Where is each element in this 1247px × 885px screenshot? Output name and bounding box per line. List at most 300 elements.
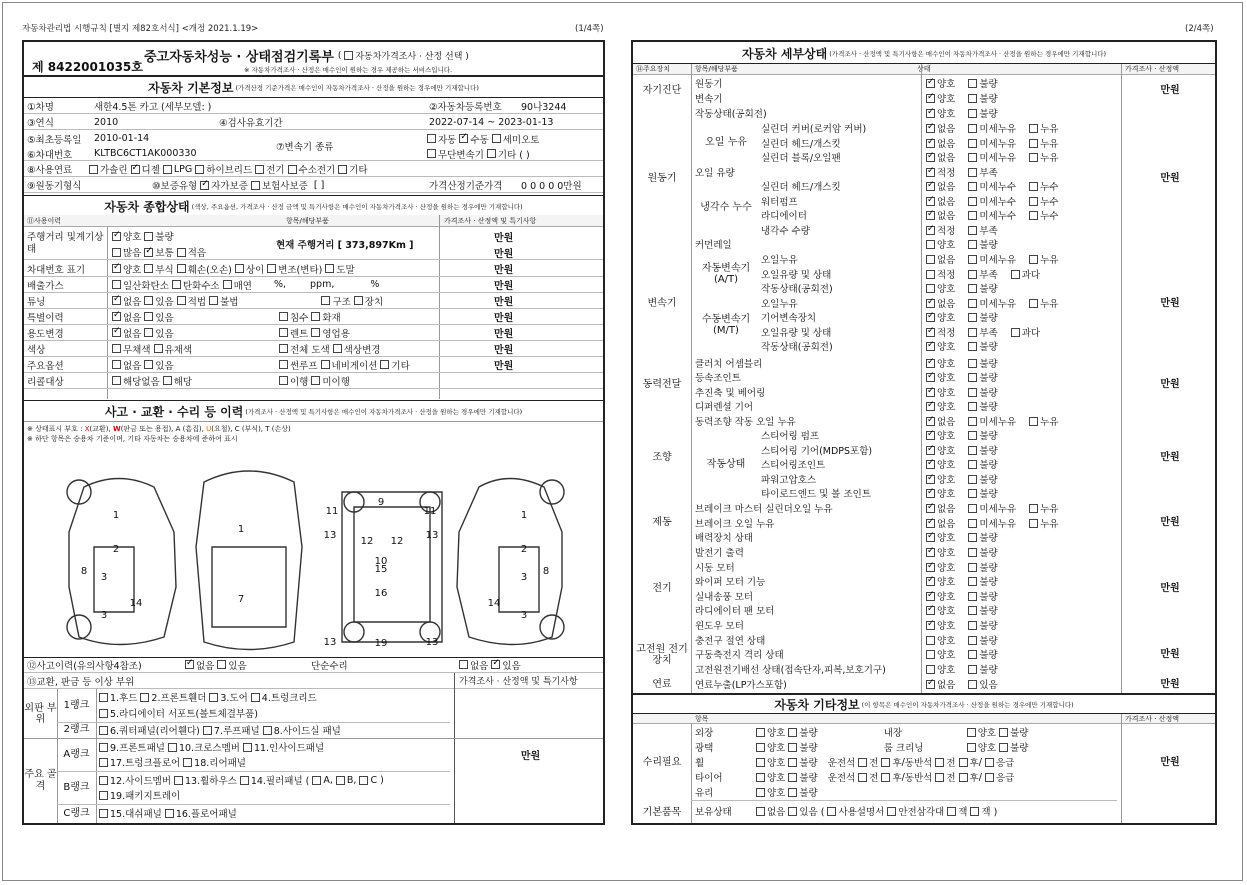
- status-option-checkbox[interactable]: [1029, 504, 1038, 513]
- status-option-label: 불량: [979, 240, 998, 251]
- status-option-checkbox[interactable]: [968, 168, 977, 177]
- status-option-checkbox[interactable]: [968, 665, 977, 674]
- fuel-hydrogen-checkbox[interactable]: [288, 165, 297, 174]
- overall-tuning-row: 튜닝 ✓ 없음 있음 적법 불법 구조 장치 만원: [24, 293, 603, 309]
- status-option-checkbox[interactable]: [926, 592, 935, 601]
- overall-special-row: 특별이력 ✓ 없음 있음 침수 화재 만원: [24, 309, 603, 325]
- status-option-checkbox[interactable]: [968, 342, 977, 351]
- status-option-checkbox[interactable]: [926, 606, 935, 615]
- part-trunk-lid-checkbox[interactable]: [251, 693, 260, 702]
- recall-no-checkbox[interactable]: [112, 376, 121, 385]
- wheel-good-checkbox[interactable]: [756, 758, 765, 767]
- status-option-checkbox[interactable]: [968, 109, 977, 118]
- price-electric: 만원: [1160, 583, 1180, 595]
- mileage-few-checkbox[interactable]: [177, 248, 186, 257]
- status-option-checkbox[interactable]: [926, 650, 935, 659]
- status-option-checkbox[interactable]: [968, 79, 977, 88]
- status-option-checkbox[interactable]: [926, 446, 935, 455]
- price-steering: 만원: [1160, 451, 1180, 463]
- use-rent-checkbox[interactable]: [279, 328, 288, 337]
- base-price: 0 0 0 0 0만원: [521, 181, 582, 192]
- status-option-checkbox[interactable]: [968, 299, 977, 308]
- status-option-label: 불량: [979, 563, 998, 574]
- status-option-checkbox[interactable]: [1029, 139, 1038, 148]
- status-option-label: 누수: [1040, 182, 1059, 193]
- recall-done-checkbox[interactable]: [279, 376, 288, 385]
- status-option-checkbox[interactable]: [968, 124, 977, 133]
- part-pillar-panel-checkbox[interactable]: [240, 776, 249, 785]
- status-option-checkbox[interactable]: [968, 417, 977, 426]
- vinmark-altered-checkbox[interactable]: [267, 264, 276, 273]
- other-row-glass: 유리 양호 불량: [695, 788, 818, 800]
- tuning-structure-checkbox[interactable]: [321, 296, 330, 305]
- wheel-driver-rear-checkbox[interactable]: [881, 758, 890, 767]
- diagram-label-2b: 2: [520, 544, 528, 555]
- status-option-checkbox[interactable]: [968, 680, 977, 689]
- status-option-checkbox[interactable]: [926, 270, 935, 279]
- status-option-label: 적정: [937, 226, 956, 237]
- fuel-diesel-checkbox[interactable]: [131, 165, 140, 174]
- model-year: 2010: [94, 116, 119, 128]
- status-option-checkbox[interactable]: [1029, 153, 1038, 162]
- status-option-checkbox[interactable]: [1029, 182, 1038, 191]
- part-wheel-house-checkbox[interactable]: [174, 776, 183, 785]
- vinmark-good-checkbox[interactable]: [112, 264, 121, 273]
- trans-semiauto-checkbox[interactable]: [492, 134, 501, 143]
- emission-co-checkbox[interactable]: [112, 280, 121, 289]
- tire-pass-rear-checkbox[interactable]: [959, 773, 968, 782]
- status-option-checkbox[interactable]: [968, 650, 977, 659]
- status-option-checkbox[interactable]: [926, 284, 935, 293]
- basic-row-2: ③연식 2010 ④검사유효기간 2022-07-14 ~ 2023-01-13: [24, 115, 603, 130]
- status-option-checkbox[interactable]: [968, 548, 977, 557]
- special-yes-checkbox[interactable]: [144, 312, 153, 321]
- status-option-checkbox[interactable]: [926, 94, 935, 103]
- vinmark-damage-checkbox[interactable]: [177, 264, 186, 273]
- hold-jack-checkbox[interactable]: [947, 807, 956, 816]
- status-option-label: 불량: [979, 650, 998, 661]
- status-option-checkbox[interactable]: [1011, 270, 1020, 279]
- special-flood-checkbox[interactable]: [279, 312, 288, 321]
- status-option-checkbox[interactable]: [1029, 299, 1038, 308]
- status-option-checkbox[interactable]: [926, 373, 935, 382]
- right-sheet: 자동차 세부상태 (가격조사 · 산정액 및 특기사항은 매수인이 자동차가격조사 · 산정을 원하는 경우에만 기재합니다) ⑭주요장치 항목/해당부품 상태 가격조사 · 산정액 원동기 ✓ 양호 불량 변속기 ✓ 양호 불량 작동상태(공회전) ✓ 양호 불량 실린더 커버(로커암 커버) ✓ 없음 미세누유 누유 실린더 헤드/개스킷 ✓ 없음 미세누유 누유 실린더 블록/오일팬 ✓ 없음 미세누유 누유 오일 유량 ✓ 적정 부족 실린더 헤드/개스킷 ✓ 없음 미세누수 누수 워터펌프 ✓ 없음 미세누수 누수 라디에이터 ✓ 없음 미세누수 누수 냉각수 수량 ✓ 적정 부족 커먼레일 양호 불량 오일누유 없음 미세누유 누유 오일유량 및 상태 적정 부족 과다 작동상태(공회전) 양호 불량 오일누유 ✓ 없음 미세누유 누유 기어변속장치 ✓ 양호 불량 오일유량 및 상태 ✓ 적정 부족 과다 작동상태(공회전) ✓ 양호 불량 클러치 어셈블리 ✓ 양호 불량 등속조인트 ✓ 양호 불량 추진축 및 베어링 ✓ 양호 불량 디퍼렌셜 기어 ✓ 양호 불량 동력조향 작동 오일 누유 ✓ 없음 미세누유 누유 스티어링 펌프 ✓ 양호 불량 스티어링 기어(MDPS포함) ✓ 양호 불량 스티어링조인트 ✓ 양호 불량 파워고압호스 ✓ 양호 불량 타이로드엔드 및 볼 조인트 ✓ 양호 불량 브레이크 마스터 실린더오일 누유 ✓ 없음 미세누유 누유 브레이크 오일 누유 ✓ 없음 미세누유 누유 배력장치 상태 ✓ 양호 불량 발전기 출력 ✓ 양호 불량 시동 모터 ✓ 양호 불량 와이퍼 모터 기능 ✓ 양호 불량 실내송풍 모터 ✓ 양호 불량 라디에이터 팬 모터 ✓ 양호 불량 윈도우 모터 ✓ 양호 불량 충전구 절연 상태 양호 불량 구동축전지 격리 상태 양호 불량 고전원전기배선 상태(접속단자,피복,보호기구) 양호 불량 연료누출(LP가스포함) ✓ 없음 있음 자기진단 원동기 변속기 동력전달 조향 제동 전기 고전원 전기장치 연료 오일 누유 냉각수 누수 자동변속기 (A/T) 수동변속기 (M/T) 작동상태 만원 만원 만원 만원 만원 만원 만원 만원 만원 자동차 기타정보 (이 항목은 매수인이 자동차가격조사 · 산정을 원하는 경우에만 기재합니다) 항목 가격조사 · 산정액 수리필요 기본품목 만원 외장 양호 불량 내장 양호 불량 광택 양호 불량 룸 크리닝 양호 불량 휠 양호 불량 운전석 전 후 / 동반석 전 후 / 응급 타이어 양호 불량 운전석 전 후 / 동반석 전 후 / 응급 유리 양호 불량 보유상태 없음 있음 ( 사용설명서 안전삼각대 잭 잭 ): [631, 40, 1217, 825]
- detail-item-status: [923, 310, 1008, 324]
- status-option-checkbox[interactable]: [968, 446, 977, 455]
- price-self-diag: 만원: [1160, 85, 1180, 97]
- status-option-checkbox[interactable]: [968, 240, 977, 249]
- tire-pass-front-checkbox[interactable]: [935, 773, 944, 782]
- part-inside-panel-checkbox[interactable]: [243, 743, 252, 752]
- status-option-checkbox[interactable]: [968, 270, 977, 279]
- exterior-bad-checkbox[interactable]: [788, 728, 797, 737]
- status-option-label: 불량: [979, 284, 998, 295]
- status-option-checkbox[interactable]: [926, 577, 935, 586]
- status-option-checkbox[interactable]: [926, 139, 935, 148]
- status-option-checkbox[interactable]: [1029, 124, 1038, 133]
- status-option-checkbox[interactable]: [1029, 519, 1038, 528]
- part-trunk-floor-checkbox[interactable]: [99, 758, 108, 767]
- status-option-checkbox[interactable]: [968, 359, 977, 368]
- status-option-checkbox[interactable]: [968, 139, 977, 148]
- detail-item-status: [923, 136, 1068, 150]
- detail-item-label: 오일누유: [761, 255, 798, 266]
- detail-item-status: [923, 677, 1008, 691]
- fuel-gasoline-checkbox[interactable]: [89, 165, 98, 174]
- status-option-label: 불량: [979, 577, 998, 588]
- tuning-yes-checkbox[interactable]: [144, 296, 153, 305]
- status-option-label: 누유: [1040, 504, 1059, 515]
- status-option-label: 누수: [1040, 211, 1059, 222]
- status-option-label: 양호: [937, 489, 956, 500]
- options-yes-checkbox[interactable]: [144, 360, 153, 369]
- simple-repair-yes-checkbox[interactable]: [491, 660, 500, 669]
- other-row-tire: 타이어 양호 불량 운전석 전 후 / 동반석 전 후 / 응급: [695, 771, 1015, 785]
- status-option-checkbox[interactable]: [926, 299, 935, 308]
- interior-good-checkbox[interactable]: [967, 728, 976, 737]
- legend-line-2: ※ 하단 항목은 승용차 기준이며, 기타 자동차는 승용차에 준하여 표시: [27, 435, 238, 443]
- status-option-checkbox[interactable]: [968, 533, 977, 542]
- recall-notdone-checkbox[interactable]: [311, 376, 320, 385]
- color-chromatic-checkbox[interactable]: [154, 344, 163, 353]
- status-option-checkbox[interactable]: [968, 94, 977, 103]
- part-package-tray-checkbox[interactable]: [99, 791, 108, 800]
- form-note: ※ 자동차가격조사 · 산정은 매수인이 원하는 경우 제공하는 서비스입니다.: [244, 66, 453, 74]
- tuning-none-checkbox[interactable]: [112, 296, 121, 305]
- status-option-label: 없음: [937, 519, 956, 530]
- status-option-label: 없음: [937, 417, 956, 428]
- detail-item-status: [923, 179, 1068, 193]
- trans-manual-checkbox[interactable]: [459, 134, 468, 143]
- status-option-checkbox[interactable]: [926, 255, 935, 264]
- overall-header: ⑪사용이력 항목/해당부품 가격조사 · 산정액 및 특기사항: [24, 215, 603, 227]
- diagram-label-3b: 3: [100, 610, 108, 621]
- status-option-checkbox[interactable]: [968, 460, 977, 469]
- recall-yes-checkbox[interactable]: [163, 376, 172, 385]
- tire-good-checkbox[interactable]: [756, 773, 765, 782]
- accident-yes-checkbox[interactable]: [217, 660, 226, 669]
- special-none-checkbox[interactable]: [112, 312, 121, 321]
- detail-item-status: [923, 76, 1008, 90]
- status-option-checkbox[interactable]: [926, 533, 935, 542]
- room-bad-checkbox[interactable]: [999, 743, 1008, 752]
- status-option-checkbox[interactable]: [968, 313, 977, 322]
- part-door-checkbox[interactable]: [209, 693, 218, 702]
- status-option-label: 없음: [937, 139, 956, 150]
- status-option-checkbox[interactable]: [926, 402, 935, 411]
- accident-history-row: ⑫사고이력(유의사항4참조) ✓ 없음 있음 단순수리 없음 ✓ 있음: [24, 657, 603, 673]
- status-option-checkbox[interactable]: [926, 636, 935, 645]
- options-sunroof-checkbox[interactable]: [279, 360, 288, 369]
- status-option-checkbox[interactable]: [926, 431, 935, 440]
- status-option-checkbox[interactable]: [926, 417, 935, 426]
- status-option-checkbox[interactable]: [968, 211, 977, 220]
- status-option-checkbox[interactable]: [968, 489, 977, 498]
- status-option-checkbox[interactable]: [926, 519, 935, 528]
- status-option-label: 없음: [937, 299, 956, 310]
- tuning-device-checkbox[interactable]: [354, 296, 363, 305]
- part-roof-panel-checkbox[interactable]: [203, 726, 212, 735]
- status-option-checkbox[interactable]: [926, 388, 935, 397]
- simple-repair-none-checkbox[interactable]: [459, 660, 468, 669]
- diagram-label-3c: 3: [520, 572, 528, 583]
- detail-item-status: [923, 486, 1008, 500]
- hold-triangle-checkbox[interactable]: [887, 807, 896, 816]
- part-front-panel-checkbox[interactable]: [99, 743, 108, 752]
- status-option-checkbox[interactable]: [968, 504, 977, 513]
- detail-item-status: [923, 370, 1008, 384]
- part-hood-checkbox[interactable]: [99, 693, 108, 702]
- rankB-items-line2: 19.패키지트레이: [96, 788, 603, 803]
- status-option-label: 불량: [979, 313, 998, 324]
- status-option-checkbox[interactable]: [968, 153, 977, 162]
- hold-yes-checkbox[interactable]: [788, 807, 797, 816]
- status-option-label: 불량: [979, 402, 998, 413]
- diagram-label-3a: 3: [100, 572, 108, 583]
- detail-item-status: [923, 472, 1008, 486]
- vinmark-painted-checkbox[interactable]: [325, 264, 334, 273]
- status-option-checkbox[interactable]: [926, 548, 935, 557]
- status-option-label: 적정: [937, 270, 956, 281]
- mileage-good-checkbox[interactable]: [112, 232, 121, 241]
- accident-none-checkbox[interactable]: [185, 660, 194, 669]
- status-option-label: 미세누유: [979, 519, 1017, 530]
- status-option-checkbox[interactable]: [926, 489, 935, 498]
- exchange-header-row: ⑬교환, 판금 등 이상 부위 가격조사 · 산정액 및 특기사항: [24, 673, 603, 689]
- status-option-checkbox[interactable]: [968, 563, 977, 572]
- glass-bad-checkbox[interactable]: [788, 788, 797, 797]
- tuning-illegal-checkbox[interactable]: [209, 296, 218, 305]
- detail-item-status: [923, 121, 1068, 135]
- glass-good-checkbox[interactable]: [756, 788, 765, 797]
- status-option-label: 없음: [937, 153, 956, 164]
- vinmark-corrosion-checkbox[interactable]: [144, 264, 153, 273]
- status-option-checkbox[interactable]: [926, 240, 935, 249]
- part-side-sill-checkbox[interactable]: [263, 726, 272, 735]
- vinmark-mismatch-checkbox[interactable]: [235, 264, 244, 273]
- color-full-paint-checkbox[interactable]: [279, 344, 288, 353]
- wheel-driver-front-checkbox[interactable]: [858, 758, 867, 767]
- status-option-checkbox[interactable]: [926, 211, 935, 220]
- status-option-checkbox[interactable]: [926, 168, 935, 177]
- part-side-member-checkbox[interactable]: [99, 776, 108, 785]
- detail-item-label: 와이퍼 모터 기능: [695, 577, 766, 588]
- hold-none-checkbox[interactable]: [756, 807, 765, 816]
- gloss-good-checkbox[interactable]: [756, 743, 765, 752]
- overall-options-row: 주요옵션 없음 있음 썬루프 네비게이션 기타 만원: [24, 357, 603, 373]
- use-business-checkbox[interactable]: [311, 328, 320, 337]
- emission-smoke-checkbox[interactable]: [223, 280, 232, 289]
- status-option-checkbox[interactable]: [926, 563, 935, 572]
- diagram-label-2: 2: [112, 544, 120, 555]
- gloss-bad-checkbox[interactable]: [788, 743, 797, 752]
- trans-cvt-checkbox[interactable]: [427, 149, 436, 158]
- tire-driver-front-checkbox[interactable]: [858, 773, 867, 782]
- wheel-emergency-checkbox[interactable]: [985, 758, 994, 767]
- fuel-other-checkbox[interactable]: [338, 165, 347, 174]
- color-change-checkbox[interactable]: [333, 344, 342, 353]
- use-yes-checkbox[interactable]: [144, 328, 153, 337]
- status-option-checkbox[interactable]: [968, 328, 977, 337]
- page-number-left: (1/4쪽): [575, 24, 604, 34]
- status-option-checkbox[interactable]: [968, 519, 977, 528]
- mileage-many-checkbox[interactable]: [112, 248, 121, 257]
- trans-auto-checkbox[interactable]: [427, 134, 436, 143]
- main-frame-label: 주요 골격: [24, 769, 57, 792]
- status-option-checkbox[interactable]: [926, 153, 935, 162]
- warranty-insurer-checkbox[interactable]: [251, 181, 260, 190]
- detail-item-status: [923, 574, 1008, 588]
- detail-item-status: [923, 267, 1050, 281]
- status-option-label: 불량: [979, 431, 998, 442]
- status-option-label: 없음: [937, 124, 956, 135]
- registration-number: 90나3244: [521, 102, 567, 113]
- status-option-checkbox[interactable]: [926, 124, 935, 133]
- emission-hc-checkbox[interactable]: [172, 280, 181, 289]
- overall-emission-row: 배출가스 일산화탄소 탄화수소 매연 %, ppm, % 만원: [24, 277, 603, 293]
- status-option-label: 불량: [979, 548, 998, 559]
- status-option-checkbox[interactable]: [1029, 255, 1038, 264]
- detail-item-status: [923, 325, 1050, 339]
- pillar-a-checkbox[interactable]: [312, 776, 321, 785]
- tire-bad-checkbox[interactable]: [788, 773, 797, 782]
- color-achromatic-checkbox[interactable]: [112, 344, 121, 353]
- status-option-checkbox[interactable]: [926, 680, 935, 689]
- status-option-checkbox[interactable]: [926, 665, 935, 674]
- status-option-checkbox[interactable]: [926, 621, 935, 630]
- detail-item-label: 시동 모터: [695, 563, 735, 574]
- status-option-label: 미세누수: [979, 182, 1017, 193]
- status-option-label: 불량: [979, 621, 998, 632]
- status-option-checkbox[interactable]: [926, 475, 935, 484]
- status-option-label: 양호: [937, 240, 956, 251]
- status-option-label: 양호: [937, 606, 956, 617]
- price-brake: 만원: [1160, 517, 1180, 529]
- status-option-checkbox[interactable]: [968, 431, 977, 440]
- rank1-items-line1: 1.후드 2.프론트휀더 3.도어 4.트렁크리드: [96, 690, 603, 705]
- pillar-c-checkbox[interactable]: [359, 776, 368, 785]
- status-option-checkbox[interactable]: [1029, 417, 1038, 426]
- detail-item-label: 배력장치 상태: [695, 533, 754, 544]
- trans-other-checkbox[interactable]: [487, 149, 496, 158]
- status-option-checkbox[interactable]: [926, 79, 935, 88]
- status-option-checkbox[interactable]: [968, 475, 977, 484]
- status-option-label: 없음: [937, 182, 956, 193]
- status-option-checkbox[interactable]: [926, 504, 935, 513]
- status-option-checkbox[interactable]: [926, 109, 935, 118]
- status-option-checkbox[interactable]: [926, 226, 935, 235]
- part-front-fender-checkbox[interactable]: [140, 693, 149, 702]
- status-option-checkbox[interactable]: [968, 182, 977, 191]
- status-option-label: 양호: [937, 79, 956, 90]
- part-floor-panel-checkbox[interactable]: [165, 809, 174, 818]
- status-option-checkbox[interactable]: [926, 197, 935, 206]
- tire-driver-rear-checkbox[interactable]: [881, 773, 890, 782]
- tuning-legal-checkbox[interactable]: [177, 296, 186, 305]
- options-none-checkbox[interactable]: [112, 360, 121, 369]
- status-option-checkbox[interactable]: [926, 359, 935, 368]
- detail-item-label: 냉각수 수량: [761, 226, 810, 237]
- status-option-label: 양호: [937, 577, 956, 588]
- status-option-checkbox[interactable]: [926, 313, 935, 322]
- status-option-label: 불량: [979, 606, 998, 617]
- use-none-checkbox[interactable]: [112, 328, 121, 337]
- status-option-checkbox[interactable]: [968, 592, 977, 601]
- status-option-label: 누유: [1040, 124, 1059, 135]
- status-option-checkbox[interactable]: [968, 197, 977, 206]
- diagram-label-14: 14: [129, 598, 143, 609]
- status-option-checkbox[interactable]: [968, 606, 977, 615]
- part-rear-panel-checkbox[interactable]: [183, 758, 192, 767]
- wheel-pass-front-checkbox[interactable]: [935, 758, 944, 767]
- detail-item-status: [923, 662, 1008, 676]
- fuel-lpg-checkbox[interactable]: [163, 165, 172, 174]
- status-option-checkbox[interactable]: [926, 342, 935, 351]
- mileage-normal-checkbox[interactable]: [144, 248, 153, 257]
- part-quarter-panel-checkbox[interactable]: [99, 726, 108, 735]
- status-option-label: 있음: [979, 680, 998, 691]
- wheel-bad-checkbox[interactable]: [788, 758, 797, 767]
- status-option-checkbox[interactable]: [968, 226, 977, 235]
- status-option-checkbox[interactable]: [968, 255, 977, 264]
- exterior-good-checkbox[interactable]: [756, 728, 765, 737]
- options-navi-checkbox[interactable]: [321, 360, 330, 369]
- status-option-checkbox[interactable]: [968, 577, 977, 586]
- fuel-hybrid-checkbox[interactable]: [195, 165, 204, 174]
- status-option-checkbox[interactable]: [1029, 211, 1038, 220]
- left-sheet: 중고자동차성능 · 상태점검기록부 ( 자동차가격조사 · 산정 선택 ) 제 8422001035호 ※ 자동차가격조사 · 산정은 매수인이 원하는 경우 제공하는 서비스입니다. 자동차 기본정보 (가격산정 기준가격은 매수인이 자동차가격조사 · 산정을 원하는 경우에만 기재합니다) ①차명 새한4.5톤 카고 (세부모델: ) ②자동차등록번호 90나3244 ③연식 2010 ④검사유효기간 2022-07-14 ~ 2023-01-13 ⑤최초등록일 2010-01-14 ⑥차대번호 KLTBC6CT1AK000330 ⑦변속기 종류 자동 ✓ 수동 세미오토 무단변속기 기타 ( ) ⑧사용연료 가솔린 ✓ 디젤 LPG 하이브리드 전기 수소전기 기타 ⑨원동기형식 ⑩보증유형 ✓ 자가보증 보험사보증 [ ] 가격산정기준가격 0 0 0 0 0만원 자동차 종합상태 (색상, 주요옵션, 가격조사 · 산정 금액 및 특기사항은 매수인이 자동차가격조사 · 산정을 원하는 경우에만 기재합니다) ⑪사용이력 항목/해당부품 가격조사 · 산정액 및 특기사항 주행거리 및계기상태 ✓ 양호 불량 많음 ✓ 보통 적음 현재 주행거리 [ 373,897Km ] 만원 만원 차대번호 표기 ✓ 양호 부식 훼손(오손) 상이 변조(변타) 도말 만원 배출가스 일산화탄소 탄화수소 매연 %, ppm, % 만원 튜닝 ✓ 없음 있음 적법 불법 구조 장치 만원 특별이력 ✓ 없음 있음 침수 화재 만원 용도변경 ✓ 없음 있음 렌트 영업용 만원 색상 무채색 유채색 전체 도색 색상변경 만원 주요옵션 없음 있음 썬루프 네비게이션 기타 만원 리콜대상 해당없음 해당 이행 미이행 사고 · 교환 · 수리 등 이력 (가격조사 · 산정액 및 특기사항은 매수인이 자동차가격조사 · 산정을 원하는 경우에만 기재합니다) ※ 상태표시 부호 : X(교환), W(판금 또는 용접), A (흠집), U(요철), C (부식), T (손상) ※ 하단 항목은 승용차 기준이며, 기타 자동차는 승용차에 준하여 표시 1 2 3 3 8 14 1 7 9 11 11 13 13 12 12 10 15 16 13 19 13 1 2 3 3 8 14 ⑫사고이력(유의사항4참조) ✓ 없음 있음 단순수리 없음 ✓ 있음 ⑬교환, 판금 등 이상 부위 가격조사 · 산정액 및 특기사항 외판 부위 주요 골격 1랭크 1.후드 2.프론트휀더 3.도어 4.트렁크리드 5.라디에이터 서포트(볼트체결부품) 2랭크 6.쿼터패널(리어휀다) 7.루프패널 8.사이드실 패널 A랭크 9.프론트패널 10.크로스멤버 11.인사이드패널 17.트렁크플로어 18.리어패널 B랭크 12.사이드멤버 13.휠하우스 14.필러패널 ( A, B, C ) 19.패키지트레이 C랭크 15.대쉬패널 16.플로어패널 만원: [22, 40, 605, 825]
- status-option-checkbox[interactable]: [968, 402, 977, 411]
- status-option-checkbox[interactable]: [926, 328, 935, 337]
- rankA-items-line1: 9.프론트패널 10.크로스멤버 11.인사이드패널: [96, 740, 603, 755]
- status-option-label: 미세누유: [979, 139, 1017, 150]
- part-radiator-support-checkbox[interactable]: [99, 709, 108, 718]
- pillar-b-checkbox[interactable]: [336, 776, 345, 785]
- hold-wrench-checkbox[interactable]: [970, 807, 979, 816]
- form-title: 중고자동차성능 · 상태점검기록부: [144, 50, 334, 65]
- tire-emergency-checkbox[interactable]: [985, 773, 994, 782]
- part-cross-member-checkbox[interactable]: [168, 743, 177, 752]
- status-option-checkbox[interactable]: [1011, 328, 1020, 337]
- basic-row-3: ⑤최초등록일 2010-01-14 ⑥차대번호 KLTBC6CT1AK000330 ⑦변속기 종류 자동 ✓ 수동 세미오토 무단변속기 기타 ( ): [24, 131, 603, 161]
- detail-item-status: [923, 237, 1008, 251]
- status-option-checkbox[interactable]: [968, 373, 977, 382]
- status-option-checkbox[interactable]: [1029, 197, 1038, 206]
- options-other-checkbox[interactable]: [380, 360, 389, 369]
- special-fire-checkbox[interactable]: [311, 312, 320, 321]
- price-check-select-checkbox[interactable]: [344, 51, 353, 60]
- status-option-checkbox[interactable]: [968, 388, 977, 397]
- status-option-checkbox[interactable]: [926, 182, 935, 191]
- warranty-self-checkbox[interactable]: [200, 181, 209, 190]
- hold-manual-checkbox[interactable]: [827, 807, 836, 816]
- status-option-label: 불량: [979, 388, 998, 399]
- status-option-checkbox[interactable]: [968, 621, 977, 630]
- wheel-pass-rear-checkbox[interactable]: [959, 758, 968, 767]
- interior-bad-checkbox[interactable]: [999, 728, 1008, 737]
- status-option-label: 누유: [1040, 519, 1059, 530]
- detail-item-label: 오일유량 및 상태: [761, 328, 832, 339]
- part-dash-panel-checkbox[interactable]: [99, 809, 108, 818]
- detail-item-status: [923, 150, 1068, 164]
- room-good-checkbox[interactable]: [967, 743, 976, 752]
- mileage-bad-checkbox[interactable]: [144, 232, 153, 241]
- status-option-checkbox[interactable]: [926, 460, 935, 469]
- status-option-checkbox[interactable]: [968, 636, 977, 645]
- status-option-checkbox[interactable]: [968, 284, 977, 293]
- fuel-electric-checkbox[interactable]: [255, 165, 264, 174]
- status-option-label: 양호: [937, 94, 956, 105]
